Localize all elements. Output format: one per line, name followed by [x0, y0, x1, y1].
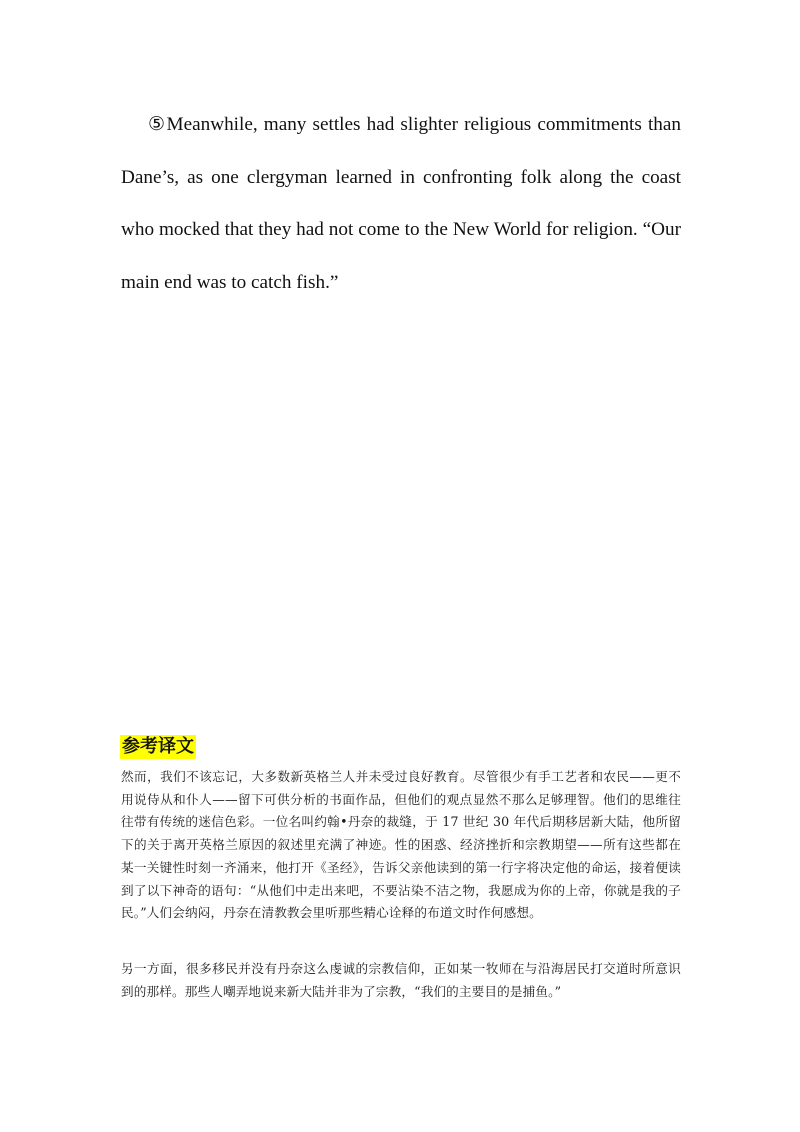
- translation-paragraph-1: 然而，我们不该忘记，大多数新英格兰人并未受过良好教育。尽管很少有手工艺者和农民——更不用说侍从和仆人——留下可供分析的书面作品，但他们的观点显然不那么足够理智。他们的思维往往带有传统的迷信色彩。一位名叫约翰•丹奈的裁缝，于 17 世纪 30 年代后期移居新大陆，他所留下的关于离开英格兰原因的叙述里充满了神迹。性的困惑、经济挫折和宗教期望——所有这些都在某一关键性时刻一齐涌来，他打开《圣经》，告诉父亲他读到的第一行字将决定他的命运，接着便读到了以下神奇的语句：“从他们中走出来吧，不要沾染不洁之物，我愿成为你的上帝，你就是我的子民。”人们会纳闷，丹奈在清教教会里听那些精心诠释的布道文时作何感想。: [121, 769, 681, 921]
- english-paragraph-5: ⑤Meanwhile, many settles had slighter religious commitments than Dane’s, as one clergyman learned in confronting folk along the coast who mocked that they had not come to the New World for religion. “Our main end was to catch fish.”: [121, 114, 681, 293]
- translation-paragraph-2: 另一方面，很多移民并没有丹奈这么虔诚的宗教信仰，正如某一牧师在与沿海居民打交道时所意识到的那样。那些人嘲弄地说来新大陆并非为了宗教，“我们的主要目的是捕鱼。”: [121, 961, 681, 999]
- reference-translation-heading: 参考译文: [122, 736, 194, 757]
